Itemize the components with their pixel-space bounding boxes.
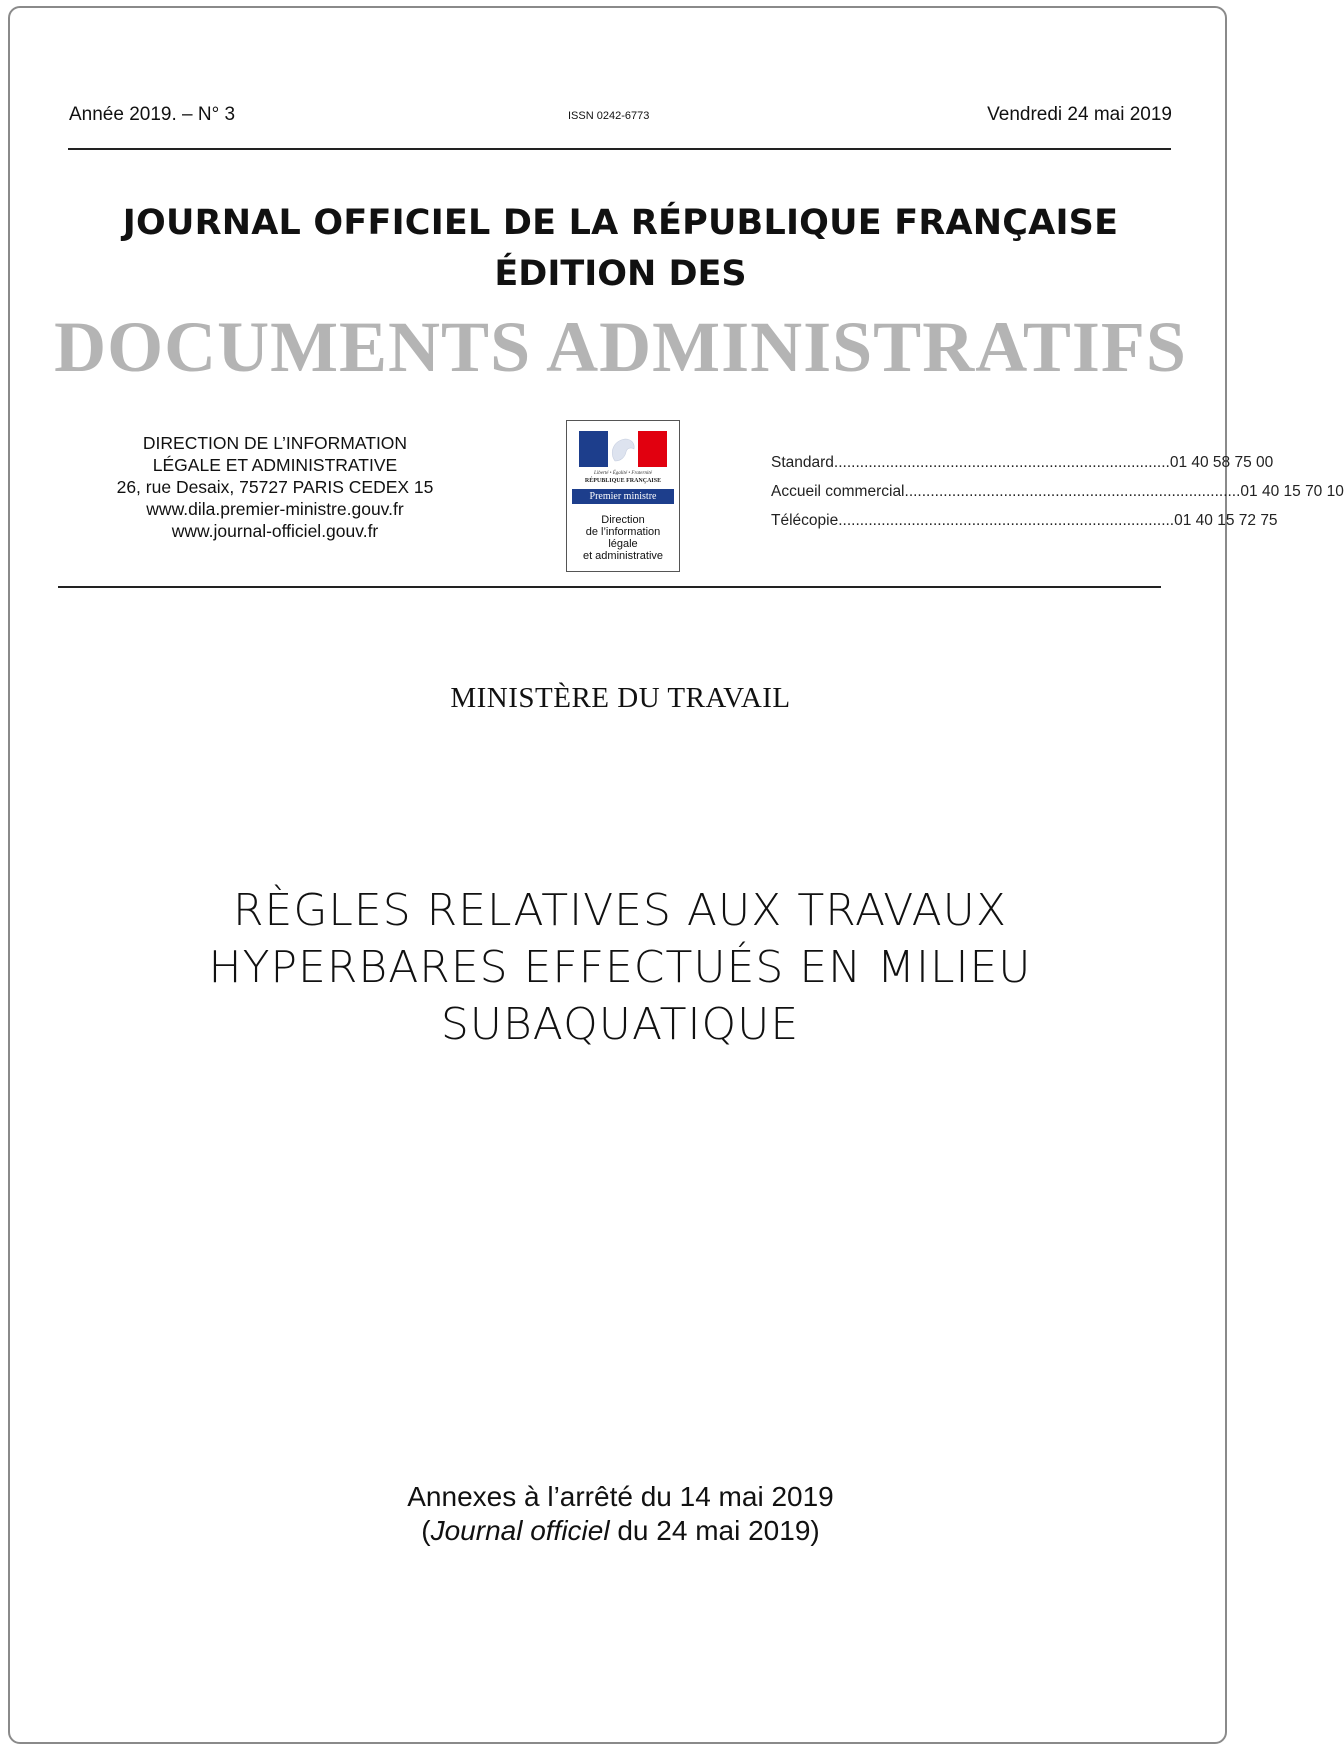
logo-direction	[570, 514, 676, 562]
logo-republic: RÉPUBLIQUE FRANÇAISE	[584, 478, 662, 484]
annex-reference	[0, 1480, 1241, 1548]
logo-prime-minister-band: Premier ministre	[572, 489, 674, 504]
leader-dots: ..............................................................................	[838, 512, 1175, 529]
contact-label: Standard	[771, 454, 834, 471]
contact-label: Télécopie	[771, 512, 839, 529]
subject-line: RÈGLES RELATIVES AUX TRAVAUX	[232, 885, 1008, 936]
annex-journal-title: Journal officiel	[430, 1515, 610, 1546]
publisher-line: LÉGALE ET ADMINISTRATIVE	[152, 455, 398, 475]
issue-number: Année 2019. – N° 3	[69, 104, 236, 125]
masthead-edition: DOCUMENTS ADMINISTRATIFS	[54, 307, 1187, 387]
contact-row-telecopie	[771, 512, 1278, 541]
subject-line: HYPERBARES EFFECTUÉS EN MILIEU	[208, 942, 1032, 993]
annex-journal-date: du 24 mai 2019)	[609, 1515, 820, 1546]
masthead-divider	[58, 586, 1161, 588]
contact-number: 01 40 58 75 00	[1169, 454, 1274, 471]
contact-number: 01 40 15 70 10	[1240, 483, 1344, 500]
masthead-subtitle: ÉDITION DES	[494, 254, 747, 294]
logo-direction-line: et administrative	[582, 550, 664, 562]
annex-journal-line	[0, 1514, 1241, 1548]
contact-label: Accueil commercial	[771, 483, 905, 500]
government-logo	[566, 420, 680, 572]
publisher-line: 26, rue Desaix, 75727 PARIS CEDEX 15	[116, 477, 434, 497]
document-subject	[120, 882, 1120, 1053]
issn: ISSN 0242-6773	[568, 110, 650, 122]
leader-dots: ..............................................................................	[833, 454, 1170, 471]
publisher-website-dila: www.dila.premier-ministre.gouv.fr	[146, 499, 404, 519]
annex-paren: (	[421, 1515, 431, 1546]
publisher-line: DIRECTION DE L’INFORMATION	[142, 433, 408, 453]
publication-date: Vendredi 24 mai 2019	[987, 104, 1172, 125]
contact-row-standard	[771, 454, 1274, 483]
publisher-website-jo: www.journal-officiel.gouv.fr	[171, 521, 379, 541]
logo-motto: Liberté • Égalité • Fraternité	[594, 471, 652, 476]
publisher-address	[100, 432, 450, 542]
contact-number: 01 40 15 72 75	[1174, 512, 1278, 529]
contact-row-accueil	[771, 483, 1344, 512]
leader-dots: ..............................................................................	[904, 483, 1241, 500]
contact-list	[771, 454, 1344, 541]
masthead-title: JOURNAL OFFICIEL DE LA RÉPUBLIQUE FRANÇAISE	[122, 203, 1119, 243]
logo-direction-line: de l’information	[585, 526, 661, 538]
ministry-name: MINISTÈRE DU TRAVAIL	[450, 682, 791, 714]
logo-direction-line: légale	[608, 538, 638, 550]
subject-line: SUBAQUATIQUE	[440, 999, 800, 1050]
marianne-flag-icon	[579, 431, 667, 467]
header-divider	[68, 148, 1171, 150]
logo-direction-line: Direction	[601, 514, 645, 526]
annex-line: Annexes à l’arrêté du 14 mai 2019	[407, 1481, 834, 1512]
